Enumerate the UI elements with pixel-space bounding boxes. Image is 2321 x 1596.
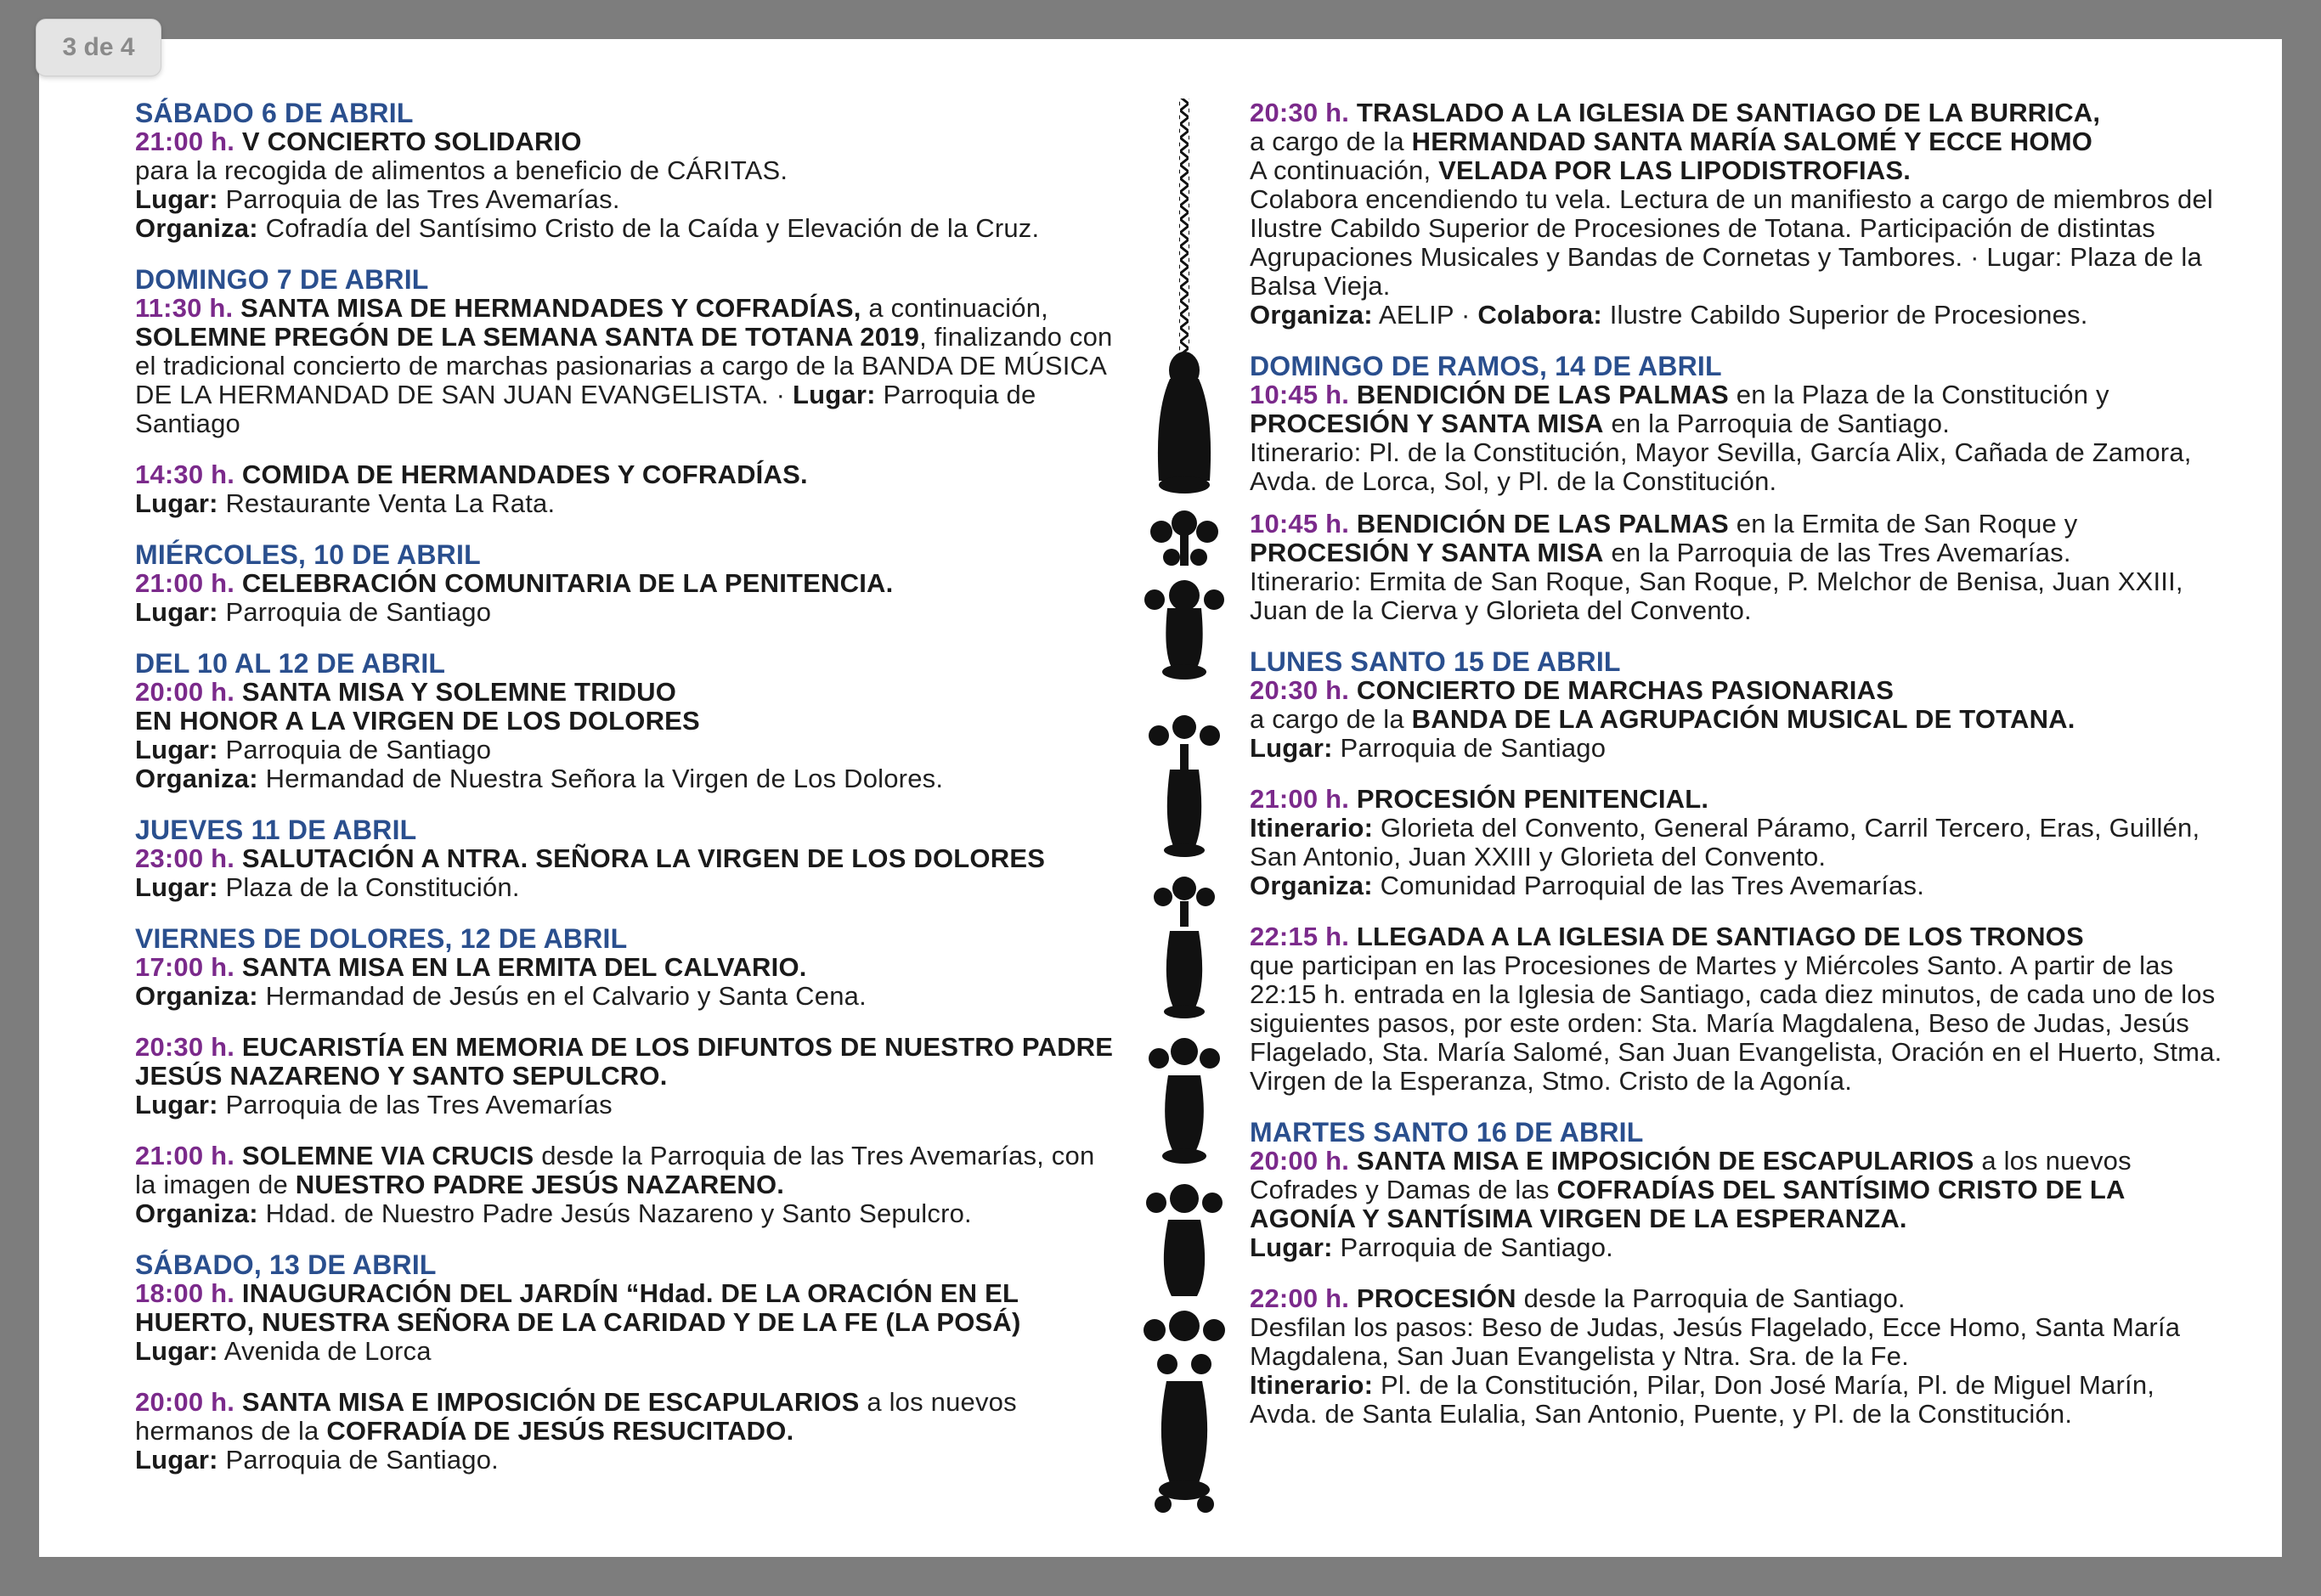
place-label: Lugar:	[135, 488, 218, 518]
place-label: Lugar:	[135, 597, 218, 627]
event-title-secondary: BANDA DE LA AGRUPACIÓN MUSICAL DE TOTANA.	[1411, 704, 2075, 734]
place-value: Parroquia de Santiago.	[1340, 1232, 1613, 1262]
event-title-secondary: SOLEMNE PREGÓN DE LA SEMANA SANTA DE TOTANA 2019	[135, 322, 920, 352]
event-title: LLEGADA A LA IGLESIA DE SANTIAGO DE LOS TRONOS	[1356, 922, 2084, 951]
event-title-secondary: PROCESIÓN Y SANTA MISA	[1250, 538, 1604, 567]
place-label: Lugar:	[1250, 1232, 1333, 1262]
organizer-label: Organiza:	[135, 213, 258, 243]
event-day: MARTES SANTO 16 DE ABRIL	[1250, 1117, 1644, 1148]
event-title-secondary: COFRADÍA DE JESÚS RESUCITADO.	[326, 1416, 794, 1446]
event-description: Colabora encendiendo tu vela. Lectura de un manifiesto a cargo de miembros del Ilustre Cabildo Superior de Procesiones de Totana. Participación de distintas Agrupaciones Musicales y Bandas de Cornetas y Tambores. · Lugar: Plaza de la Balsa Vieja.	[1250, 184, 2214, 301]
event-time: 20:00 h.	[1250, 1146, 1350, 1176]
place-value: Restaurante Venta La Rata.	[225, 488, 556, 518]
event-text: a cargo de la	[1250, 127, 1404, 156]
itinerary-text: Pl. de la Constitución, Pilar, Don José María, Pl. de Miguel Marín, Avda. de Santa Eulalia, San Antonio, Puente, y Pl. de la Constitución.	[1250, 1370, 2155, 1429]
event-block	[135, 99, 1121, 243]
place-value: Plaza de la Constitución.	[225, 872, 520, 902]
place-value: Parroquia de Santiago	[135, 380, 1036, 438]
event-title: SALUTACIÓN A NTRA. SEÑORA LA VIRGEN DE LOS DOLORES	[241, 843, 1046, 873]
event-time: 20:00 h.	[135, 677, 235, 707]
event-time: 10:45 h.	[1250, 509, 1350, 539]
itinerary-text: Itinerario: Ermita de San Roque, San Roque, P. Melchor de Benisa, Juan XXIII, Juan de la Cierva y Glorieta del Convento.	[1250, 567, 2183, 625]
place-label: Lugar:	[135, 1090, 218, 1119]
event-time: 11:30 h.	[135, 293, 234, 323]
place-value: Parroquia de Santiago.	[225, 1445, 499, 1475]
itinerary-label: Itinerario:	[1250, 813, 1374, 843]
event-text: en la Parroquia de Santiago.	[1611, 409, 1951, 438]
event-title: PROCESIÓN	[1356, 1283, 1516, 1313]
itinerary-label: Itinerario:	[1250, 1370, 1374, 1400]
event-title: SANTA MISA E IMPOSICIÓN DE ESCAPULARIOS	[1356, 1146, 1974, 1176]
event-block	[1250, 1118, 2222, 1262]
event-text: en la Parroquia de las Tres Avemarías.	[1611, 538, 2071, 567]
itinerary-text: Itinerario: Pl. de la Constitución, Mayor Sevilla, García Alix, Cañada de Zamora, Avda. de Lorca, Sol, y Pl. de la Constitución.	[1250, 437, 2192, 496]
event-title: COMIDA DE HERMANDADES Y COFRADÍAS.	[241, 460, 808, 489]
left-column	[135, 99, 1121, 1497]
place-label: Lugar:	[135, 1336, 218, 1366]
organizer-value: AELIP ·	[1378, 300, 1471, 330]
event-text: desde la Parroquia de Santiago.	[1523, 1283, 1906, 1313]
event-text: a los nuevos Cofrades y Damas de las	[1250, 1146, 2132, 1204]
event-time: 18:00 h.	[135, 1278, 235, 1308]
event-title: BENDICIÓN DE LAS PALMAS	[1356, 509, 1729, 539]
organizer-label: Organiza:	[135, 981, 258, 1011]
event-block	[135, 540, 1121, 627]
place-label: Lugar:	[1250, 733, 1333, 763]
tassel-divider-ornament	[1121, 56, 1248, 1534]
event-time: 21:00 h.	[135, 127, 235, 156]
event-text: , finalizando con el tradicional concierto de marchas pasionarias a cargo de la BANDA DE MÚSICA DE LA HERMANDAD DE SAN JUAN EVANGELISTA. ·	[135, 322, 1113, 409]
event-time: 20:30 h.	[1250, 98, 1350, 127]
event-title: BENDICIÓN DE LAS PALMAS	[1356, 380, 1729, 409]
event-title: CELEBRACIÓN COMUNITARIA DE LA PENITENCIA.	[241, 568, 894, 598]
right-column	[1250, 99, 2222, 1451]
event-block	[1250, 922, 2222, 1096]
place-label: Lugar:	[135, 184, 218, 214]
event-day: LUNES SANTO 15 DE ABRIL	[1250, 646, 1621, 677]
event-day: MIÉRCOLES, 10 DE ABRIL	[135, 539, 481, 570]
event-block	[135, 924, 1121, 1011]
event-time: 14:30 h.	[135, 460, 235, 489]
event-time: 10:45 h.	[1250, 380, 1350, 409]
organizer-value: Cofradía del Santísimo Cristo de la Caída y Elevación de la Cruz.	[265, 213, 1040, 243]
place-label: Lugar:	[135, 872, 218, 902]
organizer-label: Organiza:	[135, 764, 258, 793]
event-block	[135, 265, 1121, 438]
event-day: DOMINGO 7 DE ABRIL	[135, 264, 429, 295]
organizer-value: Hermandad de Jesús en el Calvario y Santa Cena.	[265, 981, 867, 1011]
place-value: Avenida de Lorca	[223, 1336, 432, 1366]
event-text: a continuación,	[868, 293, 1048, 323]
place-value: Parroquia de Santiago	[225, 597, 492, 627]
event-title-secondary: COFRADÍAS DEL SANTÍSIMO CRISTO DE LA AGONÍA Y SANTÍSIMA VIRGEN DE LA ESPERANZA.	[1250, 1175, 2125, 1233]
event-title: V CONCIERTO SOLIDARIO	[241, 127, 582, 156]
event-title: CONCIERTO DE MARCHAS PASIONARIAS	[1356, 675, 1895, 705]
event-block	[1250, 352, 2222, 496]
event-time: 22:15 h.	[1250, 922, 1350, 951]
event-day: DOMINGO DE RAMOS, 14 DE ABRIL	[1250, 351, 1722, 381]
organizer-value: Hdad. de Nuestro Padre Jesús Nazareno y Santo Sepulcro.	[265, 1198, 972, 1228]
event-text: en la Ermita de San Roque y	[1736, 509, 2078, 539]
event-text: a los nuevos hermanos de la	[135, 1387, 1017, 1446]
event-title-secondary: HERMANDAD SANTA MARÍA SALOMÉ Y ECCE HOMO	[1411, 127, 2093, 156]
event-title: SANTA MISA E IMPOSICIÓN DE ESCAPULARIOS	[241, 1387, 860, 1417]
place-label: Lugar:	[135, 1445, 218, 1475]
itinerary-text: Glorieta del Convento, General Páramo, Carril Tercero, Eras, Guillén, San Antonio, Juan XXIII y Glorieta del Convento.	[1250, 813, 2200, 871]
event-title-secondary: PROCESIÓN Y SANTA MISA	[1250, 409, 1604, 438]
event-block	[1250, 510, 2222, 625]
organizer-value: Comunidad Parroquial de las Tres Avemarías.	[1380, 871, 1925, 900]
event-time: 23:00 h.	[135, 843, 235, 873]
event-block	[135, 1033, 1121, 1119]
event-day: SÁBADO, 13 DE ABRIL	[135, 1249, 437, 1280]
event-block	[1250, 647, 2222, 763]
place-value: Parroquia de las Tres Avemarías	[225, 1090, 613, 1119]
place-value: Parroquia de Santiago	[225, 735, 492, 764]
event-text: A continuación,	[1250, 155, 1432, 185]
event-title-secondary: NUESTRO PADRE JESÚS NAZARENO.	[295, 1170, 785, 1199]
event-time: 21:00 h.	[135, 568, 235, 598]
event-time: 21:00 h.	[1250, 784, 1350, 814]
event-text: desde la Parroquia de las Tres Avemarías, con la imagen de	[135, 1141, 1095, 1199]
organizer-label: Organiza:	[1250, 300, 1373, 330]
event-block	[135, 460, 1121, 518]
event-day: SÁBADO 6 DE ABRIL	[135, 98, 414, 128]
event-time: 20:00 h.	[135, 1387, 235, 1417]
event-title: SANTA MISA Y SOLEMNE TRIDUO	[241, 677, 677, 707]
event-block	[135, 815, 1121, 902]
event-day: VIERNES DE DOLORES, 12 DE ABRIL	[135, 923, 628, 954]
place-value: Parroquia de las Tres Avemarías.	[225, 184, 620, 214]
organizer-label: Organiza:	[1250, 871, 1373, 900]
event-block	[1250, 1284, 2222, 1429]
place-value: Parroquia de Santiago	[1340, 733, 1607, 763]
organizer-value: Hermandad de Nuestra Señora la Virgen de Los Dolores.	[265, 764, 944, 793]
event-title: TRASLADO A LA IGLESIA DE SANTIAGO DE LA BURRICA,	[1356, 98, 2101, 127]
event-title: INAUGURACIÓN DEL JARDÍN “Hdad. DE LA ORACIÓN EN EL HUERTO, NUESTRA SEÑORA DE LA CARIDAD Y DE LA FE (LA POSÁ)	[135, 1278, 1021, 1337]
event-block	[135, 1388, 1121, 1475]
event-title-secondary: EN HONOR A LA VIRGEN DE LOS DOLORES	[135, 706, 700, 736]
event-text: en la Plaza de la Constitución y	[1736, 380, 2109, 409]
event-text: a cargo de la	[1250, 704, 1404, 734]
place-label: Lugar:	[793, 380, 876, 409]
event-block	[1250, 785, 2222, 900]
collaborator-value: Ilustre Cabildo Superior de Procesiones.	[1609, 300, 2088, 330]
brochure-page	[39, 39, 2282, 1557]
event-day: DEL 10 AL 12 DE ABRIL	[135, 648, 446, 679]
collaborator-label: Colabora:	[1477, 300, 1602, 330]
event-time: 17:00 h.	[135, 952, 235, 982]
place-label: Lugar:	[135, 735, 218, 764]
event-description: Desfilan los pasos: Beso de Judas, Jesús Flagelado, Ecce Homo, Santa María Magdalena, San Juan Evangelista y Ntra. Sra. de la Fe.	[1250, 1312, 2181, 1371]
event-block	[135, 1142, 1121, 1228]
event-title: SANTA MISA EN LA ERMITA DEL CALVARIO.	[241, 952, 807, 982]
event-block	[1250, 99, 2222, 330]
event-description: para la recogida de alimentos a beneficio de CÁRITAS.	[135, 155, 788, 185]
page-indicator: 3 de 4	[36, 19, 161, 76]
event-title: SANTA MISA DE HERMANDADES Y COFRADÍAS,	[240, 293, 861, 323]
event-description: que participan en las Procesiones de Martes y Miércoles Santo. A partir de las 22:15 h. entrada en la Iglesia de Santiago, cada diez minutos, de cada uno de los siguientes pasos, por este orden: Sta. María Magdalena, Beso de Judas, Jesús Flagelado, Sta. María Salomé, San Juan Evangelista, Oración en el Huerto, Stma. Virgen de la Esperanza, Stmo. Cristo de la Agonía.	[1250, 950, 2222, 1096]
event-title: PROCESIÓN PENITENCIAL.	[1356, 784, 1709, 814]
organizer-label: Organiza:	[135, 1198, 258, 1228]
event-time: 22:00 h.	[1250, 1283, 1350, 1313]
event-title-tertiary: VELADA POR LAS LIPODISTROFIAS.	[1438, 155, 1912, 185]
event-day: JUEVES 11 DE ABRIL	[135, 815, 417, 845]
event-block	[135, 649, 1121, 793]
event-time: 20:30 h.	[135, 1032, 235, 1062]
event-block	[135, 1250, 1121, 1366]
event-time: 20:30 h.	[1250, 675, 1350, 705]
event-title: EUCARISTÍA EN MEMORIA DE LOS DIFUNTOS DE NUESTRO PADRE JESÚS NAZARENO Y SANTO SEPULCRO.	[135, 1032, 1114, 1091]
event-time: 21:00 h.	[135, 1141, 235, 1170]
event-title: SOLEMNE VIA CRUCIS	[241, 1141, 534, 1170]
